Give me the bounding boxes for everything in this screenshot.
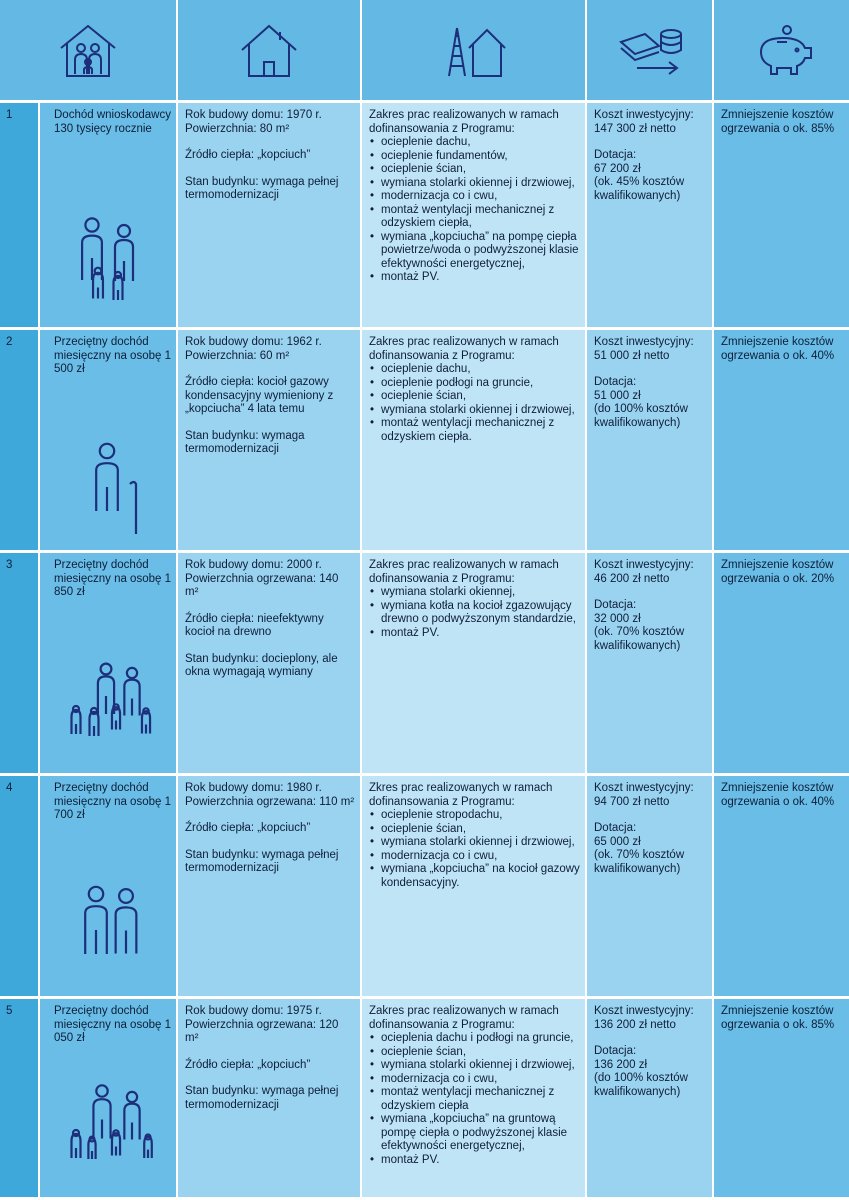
scope-list (369, 586, 580, 640)
scope-item: • wymiana „kopciucha” na kocioł gazowy kondensacyjny. (379, 863, 580, 890)
heating-saving: Zmniejszenie kosztów ogrzewania o ok. 40% (721, 782, 835, 808)
income-cell (40, 999, 178, 1197)
scope-item: • wymiana stolarki okiennej i drzwiowej, (379, 404, 580, 418)
scope-item: • modernizacja co i cwu, (379, 190, 580, 204)
scope-item: • montaż wentylacji mechanicznej z odzyskiem ciepła, (379, 204, 580, 231)
income-cell (40, 776, 178, 996)
scope-item: • ocieplenie ścian, (379, 1046, 580, 1060)
scope-item: • ocieplenie fundamentów, (379, 150, 580, 164)
table-row (0, 553, 849, 776)
scope-item: • ocieplenie dachu, (379, 363, 580, 377)
grant-note: (ok. 70% kosztów kwalifikowanych) (594, 849, 685, 875)
scope-item: • modernizacja co i cwu, (379, 850, 580, 864)
cost-cell (587, 330, 714, 550)
scope-list (369, 809, 580, 890)
heat-source: Źródło ciepła: „kopciuch” (185, 822, 311, 834)
income-cell (40, 103, 178, 327)
scope-item: • ocieplenie dachu, (379, 136, 580, 150)
grant-note: (ok. 70% kosztów kwalifikowanych) (594, 626, 685, 652)
scope-item: • wymiana kotła na kocioł zgazowujący drewno o podwyższonym standardzie, (379, 600, 580, 627)
building-state: Stan budynku: wymaga pełnej termomodernizacji (185, 1085, 339, 1111)
grant-note: (do 100% kosztów kwalifikowanych) (594, 1072, 688, 1098)
scope-item: • wymiana stolarki okiennej, (379, 586, 580, 600)
multigenerational-family-icon (62, 1083, 162, 1183)
saving-cell (714, 999, 849, 1197)
saving-cell (714, 776, 849, 996)
scope-item: • ocieplenie ścian, (379, 390, 580, 404)
scope-item: • wymiana stolarki okiennej i drzwiowej, (379, 836, 580, 850)
scope-list (369, 363, 580, 444)
house-area: Powierzchnia ogrzewana: 110 m² (185, 795, 355, 808)
saving-cell (714, 103, 849, 327)
saving-cell (714, 330, 849, 550)
heating-saving: Zmniejszenie kosztów ogrzewania o ok. 85% (721, 1005, 835, 1031)
scope-cell (362, 776, 587, 996)
house-ladder-icon (362, 0, 587, 100)
grant-note: (do 100% kosztów kwalifikowanych) (594, 403, 688, 429)
piggy-bank-icon (714, 0, 849, 100)
house-cell (178, 103, 362, 327)
table-row (0, 103, 849, 330)
grant-amount: 67 200 zł (594, 162, 641, 175)
row-number: 2 (0, 330, 40, 550)
house-year: Rok budowy domu: 1975 r. (185, 1005, 322, 1017)
house-cell (178, 999, 362, 1197)
house-year: Rok budowy domu: 2000 r. (185, 559, 322, 571)
scope-title: Zakres prac realizowanych w ramach dofinansowania z Programu: (369, 1005, 559, 1031)
scope-cell (362, 553, 587, 773)
heating-saving: Zmniejszenie kosztów ogrzewania o ok. 85% (721, 109, 835, 135)
income-cell (40, 330, 178, 550)
cost-cell (587, 999, 714, 1197)
row-number: 5 (0, 999, 40, 1197)
scope-item: • ocieplenie ścian, (379, 163, 580, 177)
cost-cell (587, 553, 714, 773)
table-header (0, 0, 849, 103)
grant-amount: 32 000 zł (594, 612, 641, 625)
house-area: Powierzchnia: 60 m² (185, 349, 290, 362)
elderly-person-icon (62, 436, 162, 536)
scope-title: Zakres prac realizowanych w ramach dofinansowania z Programu: (369, 336, 559, 362)
scope-item: • wymiana stolarki okiennej i drzwiowej, (379, 1059, 580, 1073)
scope-cell (362, 103, 587, 327)
scope-cell (362, 999, 587, 1197)
grant-label: Dotacja: (594, 376, 637, 388)
table-row (0, 776, 849, 999)
family-house-icon (0, 0, 178, 100)
row-number: 3 (0, 553, 40, 773)
saving-cell (714, 553, 849, 773)
scope-item: • ocieplenie ścian, (379, 823, 580, 837)
heat-source: Źródło ciepła: „kopciuch” (185, 149, 311, 161)
case-rows (0, 103, 849, 1200)
building-state: Stan budynku: docieplony, ale okna wymagają wymiany (185, 652, 338, 678)
scope-item: • ocieplenia dachu i podłogi na gruncie, (379, 1032, 580, 1046)
scope-list (369, 1032, 580, 1167)
building-state: Stan budynku: wymaga pełnej termomodernizacji (185, 175, 339, 201)
heating-saving: Zmniejszenie kosztów ogrzewania o ok. 40% (721, 336, 835, 362)
scope-cell (362, 330, 587, 550)
house-area: Powierzchnia ogrzewana: 120 m² (185, 1018, 339, 1044)
heat-source: Źródło ciepła: „kopciuch” (185, 1058, 311, 1071)
scope-item: • montaż PV. (379, 1154, 580, 1168)
investment-cost: Koszt inwestycyjny: 147 300 zł netto (594, 109, 694, 135)
row-number: 4 (0, 776, 40, 996)
grant-label: Dotacja: (594, 149, 637, 161)
house-area: Powierzchnia ogrzewana: 140 m² (185, 572, 339, 598)
heat-source: Źródło ciepła: nieefektywny kocioł na drewno (185, 612, 324, 638)
table-row (0, 999, 849, 1200)
scope-item: • montaż PV. (379, 627, 580, 641)
grant-label: Dotacja: (594, 599, 637, 611)
investment-cost: Koszt inwestycyjny: 46 200 zł netto (594, 559, 694, 585)
table-row (0, 330, 849, 553)
income-cell (40, 553, 178, 773)
house-year: Rok budowy domu: 1962 r. (185, 336, 322, 348)
money-transfer-icon (587, 0, 714, 100)
row-number: 1 (0, 103, 40, 327)
cost-cell (587, 776, 714, 996)
scope-item: • modernizacja co i cwu, (379, 1073, 580, 1087)
investment-cost: Koszt inwestycyjny: 94 700 zł netto (594, 782, 694, 808)
house-area: Powierzchnia: 80 m² (185, 122, 290, 135)
house-year: Rok budowy domu: 1980 r. (185, 782, 322, 794)
building-state: Stan budynku: wymaga pełnej termomodernizacji (185, 848, 339, 874)
heating-saving: Zmniejszenie kosztów ogrzewania o ok. 20% (721, 559, 835, 585)
large-family-icon (62, 659, 162, 759)
scope-item: • wymiana „kopciucha” na gruntową pompę ciepła o podwyższonej klasie efektywności energetycznej, (379, 1113, 580, 1154)
investment-cost: Koszt inwestycyjny: 51 000 zł netto (594, 336, 694, 362)
income-text: Przeciętny dochód miesięczny na osobę 1 050 zł (54, 1005, 171, 1044)
cost-cell (587, 103, 714, 327)
grant-label: Dotacja: (594, 822, 637, 834)
house-cell (178, 776, 362, 996)
building-state: Stan budynku: wymaga termomodernizacji (185, 429, 305, 455)
scope-item: • ocieplenie podłogi na gruncie, (379, 377, 580, 391)
house-cell (178, 330, 362, 550)
scope-title: Zkres prac realizowanych w ramach dofinansowania z Programu: (369, 782, 553, 808)
house-icon (178, 0, 362, 100)
investment-cost: Koszt inwestycyjny: 136 200 zł netto (594, 1005, 694, 1031)
scope-item: • montaż wentylacji mechanicznej z odzyskiem ciepła. (379, 417, 580, 444)
scope-list (369, 136, 580, 285)
house-year: Rok budowy domu: 1970 r. (185, 109, 322, 121)
scope-item: • ocieplenie stropodachu, (379, 809, 580, 823)
scope-title: Zakres prac realizowanych w ramach dofinansowania z Programu: (369, 559, 559, 585)
grant-label: Dotacja: (594, 1045, 637, 1057)
grant-amount: 65 000 zł (594, 835, 641, 848)
scope-item: • wymiana „kopciucha” na pompę ciepła powietrze/woda o podwyższonej klasie efektywności energetycznej, (379, 231, 580, 272)
income-text: Przeciętny dochód miesięczny na osobę 1 850 zł (54, 559, 171, 598)
heat-source: Źródło ciepła: kocioł gazowy kondensacyjny wymieniony z „kopciucha” 4 lata temu (185, 376, 334, 415)
elderly-couple-icon (62, 882, 162, 982)
income-text: Przeciętny dochód miesięczny na osobę 1 700 zł (54, 782, 171, 821)
scope-item: • montaż wentylacji mechanicznej z odzyskiem ciepła (379, 1086, 580, 1113)
grant-note: (ok. 45% kosztów kwalifikowanych) (594, 176, 685, 202)
scope-item: • montaż PV. (379, 271, 580, 285)
income-text: Przeciętny dochód miesięczny na osobę 1 500 zł (54, 336, 171, 375)
scope-title: Zakres prac realizowanych w ramach dofinansowania z Programu: (369, 109, 559, 135)
family-four-icon (62, 213, 162, 313)
grant-amount: 51 000 zł (594, 389, 641, 402)
house-cell (178, 553, 362, 773)
income-text: Dochód wnioskodawcy 130 tysięcy rocznie (54, 109, 171, 135)
scope-item: • wymiana stolarki okiennej i drzwiowej, (379, 177, 580, 191)
grant-amount: 136 200 zł (594, 1058, 648, 1071)
